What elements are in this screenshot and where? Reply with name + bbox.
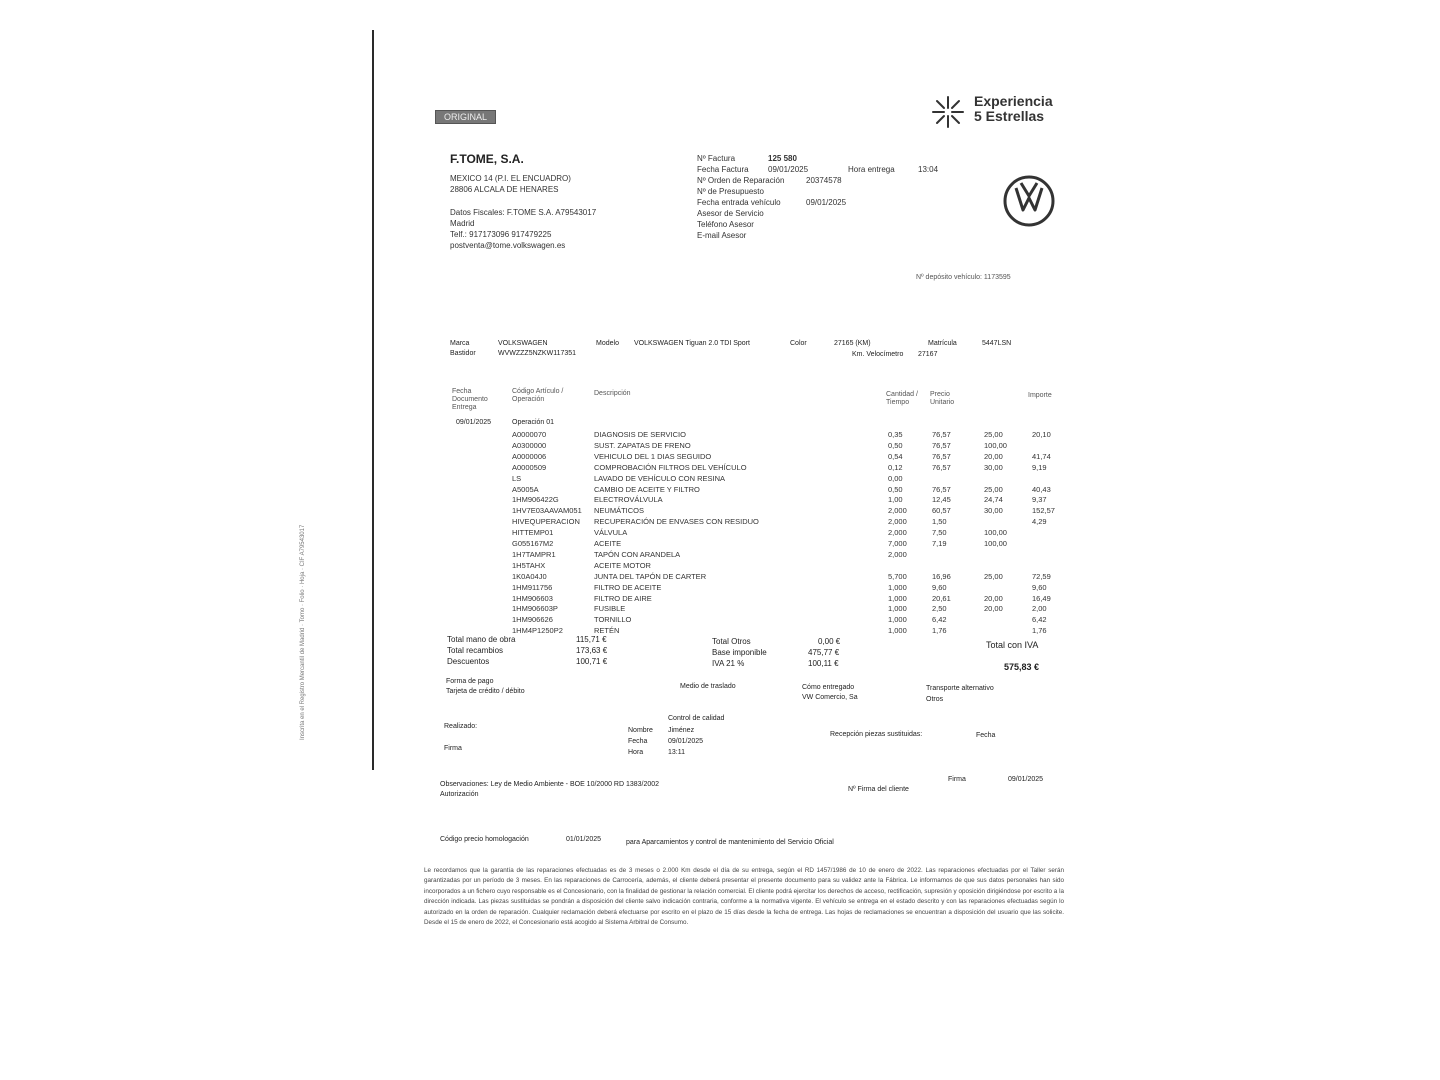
item-description: SUST. ZAPATAS DE FRENO	[594, 440, 691, 450]
color-label: Color	[790, 340, 807, 347]
brand-line-1: Experiencia	[974, 93, 1053, 109]
table-row	[512, 430, 1072, 441]
item-description: ELECTROVÁLVULA	[594, 495, 663, 505]
item-description: COMPROBACIÓN FILTROS DEL VEHÍCULO	[594, 462, 747, 472]
odometer-label: Km. Velocímetro	[852, 351, 904, 358]
alt-transport-label: Transporte alternativo	[926, 685, 994, 692]
table-row	[512, 594, 1072, 605]
item-unit-price: 6,42	[932, 615, 947, 625]
item-unit-price: 2,50	[932, 604, 947, 614]
qc-name: Jiménez	[668, 727, 695, 734]
item-unit-price: 76,57	[932, 430, 951, 439]
item-discount: 25,00	[984, 571, 1003, 581]
item-description: TAPÓN CON ARANDELA	[594, 549, 681, 559]
item-quantity: 2,000	[888, 549, 907, 559]
parts-total: 173,63 €	[576, 646, 608, 655]
company-city: Madrid	[450, 219, 475, 228]
item-discount: 20,00	[984, 604, 1003, 614]
item-description: TORNILLO	[594, 615, 632, 625]
table-row	[512, 539, 1072, 550]
table-row	[512, 550, 1072, 561]
operation-group-label: Operación 01	[512, 419, 555, 426]
item-unit-price: 76,57	[932, 462, 951, 472]
item-description: FILTRO DE AIRE	[594, 593, 652, 603]
item-amount: 20,10	[1032, 430, 1051, 439]
parts-total-label: Total recambios	[447, 646, 504, 655]
labour-total-label: Total mano de obra	[447, 635, 516, 644]
item-discount: 20,00	[984, 451, 1003, 461]
item-quantity: 7,000	[888, 539, 907, 548]
qc-date: 09/01/2025	[668, 738, 704, 745]
item-amount: 152,57	[1032, 506, 1055, 516]
five-star-logo	[930, 93, 1053, 135]
item-description: ACEITE	[594, 539, 622, 548]
table-row	[512, 583, 1072, 594]
item-discount: 100,00	[984, 539, 1007, 548]
company-tax-line: Datos Fiscales: F.TOME S.A. A79543017	[450, 208, 597, 217]
item-code: 1HM906626	[512, 615, 553, 625]
company-email: postventa@tome.volkswagen.es	[450, 241, 566, 250]
table-row	[512, 441, 1072, 452]
table-row	[512, 604, 1072, 615]
vat-label: IVA 21 %	[712, 659, 745, 668]
vehicle-entry-date: 09/01/2025	[806, 198, 847, 207]
delivery-time-label: Hora entrega	[848, 165, 895, 174]
item-code: 1HV7E03AAVAM051	[512, 506, 582, 516]
delivered-by-label: Cómo entregado	[802, 684, 855, 691]
vehicle-deposit-number: Nº depósito vehículo: 1173595	[916, 274, 1011, 281]
table-row	[512, 528, 1072, 539]
item-amount: 72,59	[1032, 571, 1051, 581]
item-description: DIAGNOSIS DE SERVICIO	[594, 430, 686, 439]
item-discount: 30,00	[984, 506, 1003, 516]
col-header-price: Precio Unitario	[930, 391, 955, 406]
item-amount: 41,74	[1032, 451, 1051, 461]
legal-fine-print: Le recordamos que la garantía de las reparaciones efectuadas es de 3 meses o 2.000 Km desde el día de su entrega, según el RD 1457/1986 de 10 de enero de 2022. Las reparaciones efectuadas por el Taller serán garantizadas por un período de 3 meses. En las reparaciones de Carrocería, además, el cliente deberá presentar el presente documento para su validez ante la Fábrica. Le informamos de que sus datos personales han sido incorporados a un fichero cuyo responsable es el Concesionario, con la finalidad de gestionar la relación comercial. El cliente podrá ejercitar los derechos de acceso, rectificación, supresión y oposición dirigiéndose por escrito a la dirección indicada. Las piezas sustituidas se pondrán a disposición del cliente salvo indicación contraria, conforme a la normativa vigente. El vehículo se entrega en el estado descrito y con las reparaciones efectuadas según lo autorizado en la orden de reparación. Cualquier reclamación deberá efectuarse por escrito en el plazo de 15 días desde la fecha de entrega. Las hojas de reclamaciones se encuentran a disposición del usuario que las solicite. Desde el 15 de enero de 2022, el Concesionario está acogido al Sistema Arbitral de Consumo.	[424, 867, 1064, 927]
item-amount: 2,00	[1032, 604, 1047, 614]
replaced-parts-value: Fecha	[976, 732, 996, 739]
scan-edge-line	[372, 30, 374, 770]
item-discount: 24,74	[984, 495, 1003, 505]
item-quantity: 2,000	[888, 528, 907, 538]
item-quantity: 2,000	[888, 517, 907, 527]
item-code: 1H7TAMPR1	[512, 549, 556, 559]
item-amount: 16,49	[1032, 593, 1051, 603]
delivered-by-value: VW Comercio, Sa	[802, 694, 858, 701]
company-name: F.TOME, S.A.	[450, 152, 524, 166]
table-row	[512, 561, 1072, 572]
table-row	[512, 572, 1072, 583]
table-row	[512, 474, 1072, 485]
qc-date-label: Fecha	[628, 738, 648, 745]
item-code: 1K0A04J0	[512, 571, 547, 581]
item-discount: 100,00	[984, 528, 1007, 538]
col-header-quantity: Cantidad / Tiempo	[886, 391, 918, 406]
tax-base: 475,77 €	[808, 648, 840, 657]
col-header-code: Código Artículo / Operación	[512, 388, 564, 403]
item-code: 1HM4P1250P2	[512, 626, 563, 636]
invoice-label-orden: Nº Orden de Reparación	[697, 176, 785, 185]
price-code-label: Código precio homologación	[440, 836, 529, 843]
item-unit-price: 20,61	[932, 593, 951, 603]
item-unit-price: 76,57	[932, 440, 951, 450]
plate-label: Matrícula	[928, 340, 957, 347]
customer-signature-date: 09/01/2025	[1008, 776, 1044, 783]
invoice-label-fecha: Fecha Factura	[697, 165, 749, 174]
item-description: RETÉN	[594, 626, 620, 636]
item-code: G055167M2	[512, 539, 554, 548]
other-total: 0,00 €	[818, 637, 841, 646]
item-quantity: 5,700	[888, 571, 907, 581]
customer-signature-label: Firma	[948, 776, 966, 783]
km-value: 27165 (KM)	[834, 340, 871, 347]
item-unit-price: 1,50	[932, 517, 947, 527]
item-quantity: 0,54	[888, 451, 903, 461]
table-row	[512, 452, 1072, 463]
invoice-date: 09/01/2025	[768, 165, 809, 174]
item-code: A0000006	[512, 451, 547, 461]
item-code: A0000070	[512, 430, 547, 439]
item-unit-price: 76,57	[932, 451, 951, 461]
item-quantity: 1,000	[888, 582, 907, 592]
item-amount: 4,29	[1032, 517, 1047, 527]
item-code: HIVEQUPERACION	[512, 517, 580, 527]
table-row	[512, 517, 1072, 528]
invoice-label-telefono: Teléfono Asesor	[697, 220, 754, 229]
grand-total: 575,83 €	[1004, 662, 1040, 672]
item-quantity: 0,35	[888, 430, 903, 439]
item-quantity: 1,000	[888, 604, 907, 614]
item-code: HITTEMP01	[512, 528, 554, 538]
col-header-description: Descripción	[594, 390, 631, 397]
invoice-label-email: E-mail Asesor	[697, 231, 747, 240]
item-description: VEHICULO DEL 1 DIAS SEGUIDO	[594, 451, 712, 461]
company-address-2: 28806 ALCALA DE HENARES	[450, 185, 559, 194]
margin-registration-note: Inscrita en el Registro Mercantil de Madrid · Tomo · Folio · Hoja · CIF A79543017	[300, 524, 306, 740]
table-row	[512, 506, 1072, 517]
operation-date: 09/01/2025	[456, 419, 492, 426]
item-code: 1HM906422G	[512, 495, 559, 505]
item-code: 1HM906603P	[512, 604, 558, 614]
item-description: NEUMÁTICOS	[594, 506, 645, 516]
item-code: 1H5TAHX	[512, 560, 546, 570]
item-amount: 1,76	[1032, 626, 1047, 636]
item-discount: 100,00	[984, 440, 1007, 450]
repair-order-number: 20374578	[806, 176, 842, 185]
invoice-label-factura: Nº Factura	[697, 154, 736, 163]
model-label: Modelo	[596, 340, 619, 347]
vw-logo-icon	[1002, 174, 1056, 233]
item-unit-price: 60,57	[932, 506, 951, 516]
item-description: ACEITE MOTOR	[594, 560, 651, 570]
other-total-label: Total Otros	[712, 637, 751, 646]
vat-amount: 100,11 €	[808, 659, 839, 668]
table-row	[512, 485, 1072, 496]
odometer-value: 27167	[918, 351, 938, 358]
item-unit-price: 1,76	[932, 626, 947, 636]
item-discount: 25,00	[984, 484, 1003, 494]
brand-label: Marca	[450, 340, 470, 347]
item-quantity: 1,000	[888, 615, 907, 625]
item-description: RECUPERACIÓN DE ENVASES CON RESIDUO	[594, 517, 759, 527]
labour-total: 115,71 €	[576, 635, 607, 644]
star-burst-icon	[930, 94, 966, 130]
vin-value: WVWZZZ5NZKW117351	[498, 350, 577, 357]
table-row	[512, 463, 1072, 474]
signature-label: Firma	[444, 745, 462, 752]
brand-line-2: 5 Estrellas	[974, 108, 1045, 124]
item-quantity: 0,50	[888, 440, 903, 450]
company-phone: Telf.: 917173096 917479225	[450, 230, 552, 239]
invoice-label-asesor: Asesor de Servicio	[697, 209, 764, 218]
item-description: FUSIBLE	[594, 604, 626, 614]
brand-value: VOLKSWAGEN	[498, 340, 548, 347]
transfer-method-label: Medio de traslado	[680, 683, 736, 690]
qc-time-label: Hora	[628, 749, 644, 756]
price-code-value: 01/01/2025	[566, 836, 602, 843]
replaced-parts-label: Recepción piezas sustituidas:	[830, 731, 923, 738]
item-unit-price: 16,96	[932, 571, 951, 581]
discounts-total: 100,71 €	[576, 657, 608, 666]
item-description: VÁLVULA	[594, 528, 628, 538]
item-quantity: 0,12	[888, 462, 903, 472]
item-description: LAVADO DE VEHÍCULO CON RESINA	[594, 473, 726, 483]
item-unit-price: 7,50	[932, 528, 947, 538]
company-address-1: MEXICO 14 (P.I. EL ENCUADRO)	[450, 174, 571, 183]
item-amount: 6,42	[1032, 615, 1047, 625]
table-row	[512, 495, 1072, 506]
item-unit-price: 9,60	[932, 582, 947, 592]
item-amount: 9,60	[1032, 582, 1047, 592]
item-amount: 40,43	[1032, 484, 1051, 494]
col-header-amount: Importe	[1028, 392, 1052, 399]
item-code: 1HM911756	[512, 582, 553, 592]
item-code: 1HM906603	[512, 593, 553, 603]
table-row	[512, 615, 1072, 626]
observations: Observaciones: Ley de Medio Ambiente - BOE 10/2000 RD 1383/2002	[440, 781, 660, 788]
payment-method-value: Tarjeta de crédito / débito	[446, 688, 525, 695]
item-unit-price: 7,19	[932, 539, 947, 548]
price-code-text: para Aparcamientos y control de mantenimiento del Servicio Oficial	[626, 839, 834, 846]
item-description: FILTRO DE ACEITE	[594, 582, 662, 592]
qc-name-label: Nombre	[628, 727, 653, 734]
item-amount: 9,37	[1032, 495, 1047, 505]
item-amount: 9,19	[1032, 462, 1047, 472]
quality-control-title: Control de calidad	[668, 715, 725, 722]
item-quantity: 1,00	[888, 495, 903, 505]
item-quantity: 1,000	[888, 626, 907, 636]
item-description: JUNTA DEL TAPÓN DE CARTER	[594, 571, 707, 581]
vin-label: Bastidor	[450, 350, 476, 357]
col-header-date: Fecha Documento Entrega	[452, 388, 488, 411]
item-unit-price: 12,45	[932, 495, 951, 505]
item-code: A0000509	[512, 462, 547, 472]
original-copy-tag: ORIGINAL	[435, 110, 496, 124]
item-quantity: 2,000	[888, 506, 907, 516]
plate-value: 5447LSN	[982, 340, 1012, 347]
item-discount: 20,00	[984, 593, 1003, 603]
brand-slogan	[974, 94, 1053, 124]
delivery-time: 13:04	[918, 165, 939, 174]
qc-time: 13:11	[668, 749, 685, 756]
tax-base-label: Base imponible	[712, 648, 767, 657]
item-quantity: 0,00	[888, 473, 903, 483]
item-discount: 25,00	[984, 430, 1003, 439]
payment-method-label: Forma de pago	[446, 678, 494, 685]
item-unit-price: 76,57	[932, 484, 951, 494]
item-discount: 30,00	[984, 462, 1003, 472]
discounts-label: Descuentos	[447, 657, 490, 666]
invoice-label-entrada: Fecha entrada vehículo	[697, 198, 781, 207]
authorization-label: Autorización	[440, 791, 479, 798]
item-description: CAMBIO DE ACEITE Y FILTRO	[594, 484, 700, 494]
customer-id-label: Nº Firma del cliente	[848, 786, 909, 793]
model-value: VOLKSWAGEN Tiguan 2.0 TDI Sport	[634, 340, 750, 347]
item-code: A5005A	[512, 484, 539, 494]
invoice-label-presupuesto: Nº de Presupuesto	[697, 187, 764, 196]
alt-transport-value: Otros	[926, 696, 944, 703]
invoice-number: 125 580	[768, 154, 797, 163]
performed-label: Realizado:	[444, 723, 478, 730]
item-quantity: 1,000	[888, 593, 907, 603]
item-code: A0300000	[512, 440, 547, 450]
grand-total-label: Total con IVA	[986, 640, 1039, 650]
item-quantity: 0,50	[888, 484, 903, 494]
item-code: LS	[512, 473, 522, 483]
